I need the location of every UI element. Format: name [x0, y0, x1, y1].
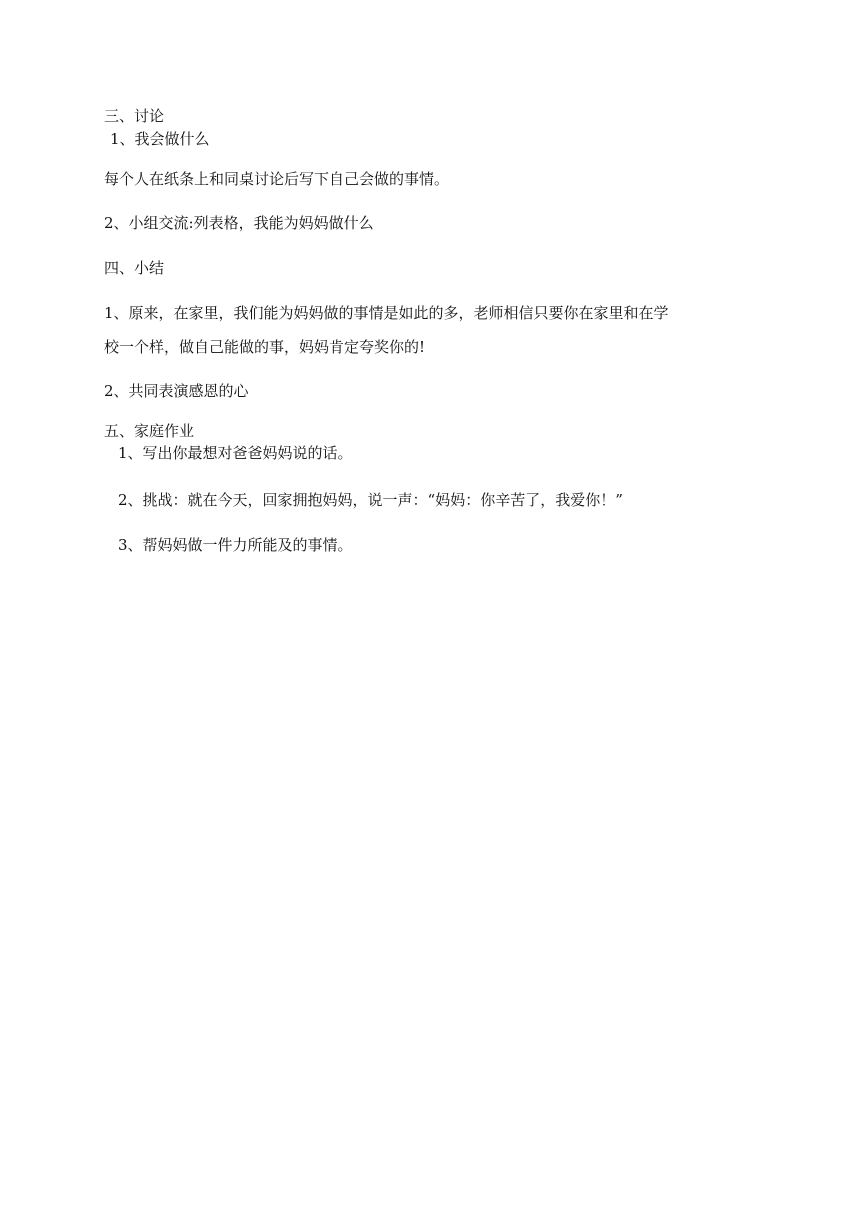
section3-heading: 三、讨论: [104, 107, 165, 125]
section4-heading: 四、小结: [104, 259, 165, 277]
section3-item1: 1、我会做什么: [110, 130, 210, 148]
section3-item2: 2、小组交流:列表格，我能为妈妈做什么: [104, 214, 374, 232]
section4-item1-line2: 校一个样，做自己能做的事，妈妈肯定夸奖你的!: [104, 338, 426, 356]
section5-heading: 五、家庭作业: [104, 422, 195, 440]
section5-item1: 1、写出你最想对爸爸妈妈说的话。: [118, 444, 353, 462]
section3-paragraph: 每个人在纸条上和同桌讨论后写下自己会做的事情。: [104, 170, 450, 188]
section4-item2: 2、共同表演感恩的心: [104, 382, 249, 400]
section5-item2: 2、挑战：就在今天，回家拥抱妈妈，说一声：“妈妈：你辛苦了，我爱你！”: [118, 491, 623, 509]
section4-item1-line1: 1、原来，在家里，我们能为妈妈做的事情是如此的多，老师相信只要你在家里和在学: [104, 304, 669, 322]
section5-item3: 3、帮妈妈做一件力所能及的事情。: [118, 536, 353, 554]
